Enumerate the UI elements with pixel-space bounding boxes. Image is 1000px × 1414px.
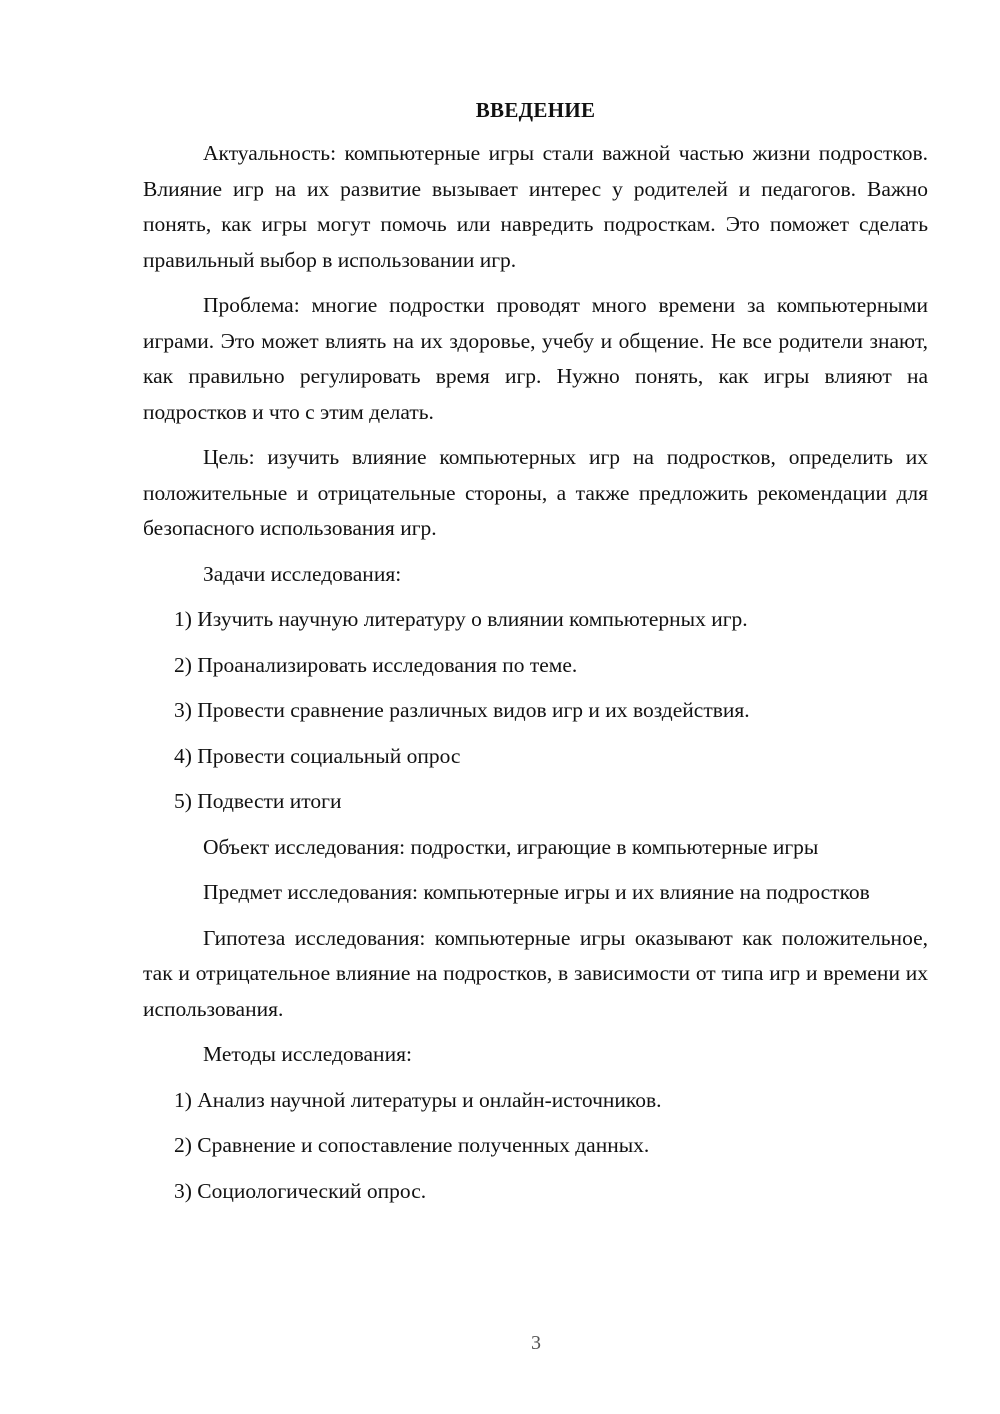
tasks-heading: Задачи исследования:: [203, 561, 402, 586]
document-page: [143, 92, 928, 1219]
problem-paragraph: Проблема: многие подростки проводят много времени за компьютерными играми. Это может влиять на их здоровье, учебу и общение. Не все родители знают, как правильно регулировать время игр. Нужно понять, как игры влияют на подростков и что с этим делать.: [143, 293, 928, 424]
method-item: 2) Сравнение и сопоставление полученных данных.: [174, 1133, 650, 1157]
methods-heading: Методы исследования:: [203, 1042, 412, 1066]
subject-paragraph: Предмет исследования: компьютерные игры и их влияние на подростков: [203, 880, 870, 904]
relevance-paragraph: Актуальность: компьютерные игры стали важной частью жизни подростков. Влияние игр на их развитие вызывает интерес у родителей и педагогов. Важно понять, как игры могут помочь или навредить подросткам. Это поможет сделать правильный выбор в использовании игр.: [143, 141, 928, 272]
goal-paragraph: Цель: изучить влияние компьютерных игр на подростков, определить их положительные и отрицательные стороны, а также предложить рекомендации для безопасного использования игр.: [143, 445, 928, 540]
task-item: 2) Проанализировать исследования по теме.: [174, 652, 578, 677]
task-item: 1) Изучить научную литературу о влиянии компьютерных игр.: [174, 607, 748, 631]
page-number: 3: [531, 1332, 541, 1354]
method-item: 1) Анализ научной литературы и онлайн-источников.: [174, 1087, 662, 1112]
task-item: 4) Провести социальный опрос: [174, 743, 461, 768]
object-paragraph: Объект исследования: подростки, играющие в компьютерные игры: [203, 834, 819, 859]
task-item: 3) Провести сравнение различных видов игр и их воздействия.: [174, 698, 750, 722]
method-item: 3) Социологический опрос.: [174, 1178, 427, 1203]
hypothesis-paragraph: Гипотеза исследования: компьютерные игры оказывают как положительное, так и отрицательное влияние на подростков, в зависимости от типа игр и времени их использования.: [143, 925, 928, 1021]
task-item: 5) Подвести итоги: [174, 789, 342, 813]
section-title: ВВЕДЕНИЕ: [475, 98, 596, 122]
